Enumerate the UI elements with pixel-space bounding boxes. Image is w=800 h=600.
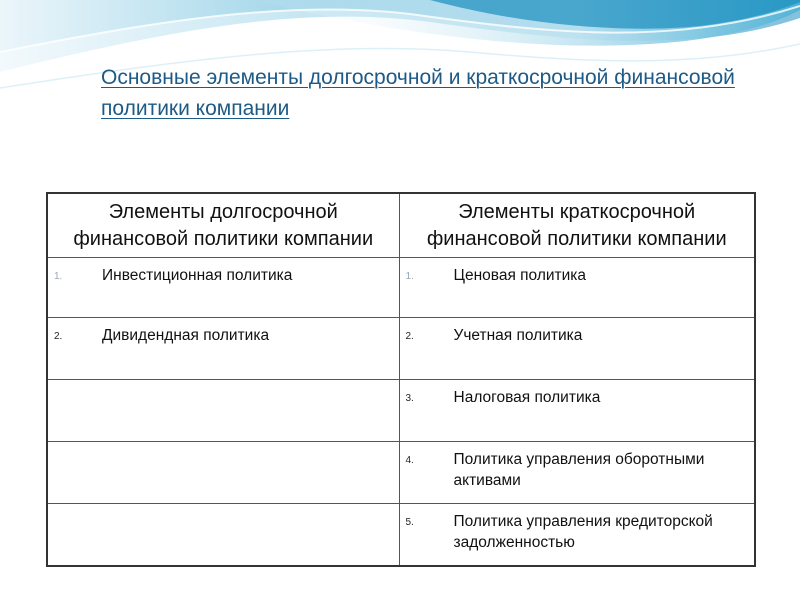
- list-item: [54, 324, 391, 347]
- short-term-cell: [399, 442, 755, 504]
- table-row: [47, 442, 755, 504]
- short-term-cell: [399, 380, 755, 442]
- short-term-cell: [399, 258, 755, 318]
- item-text: Ценовая политика: [453, 267, 587, 284]
- item-text: Политика управления кредиторской задолженностью: [453, 513, 713, 551]
- slide-title: Основные элементы долгосрочной и краткосрочной финансовой политики компании: [101, 66, 735, 120]
- long-term-cell: [47, 318, 399, 380]
- list-item: [406, 386, 747, 409]
- item-text: Политика управления оборотными активами: [453, 451, 705, 489]
- item-number: 2.: [405, 331, 414, 342]
- empty-cell: [47, 504, 399, 566]
- item-number: 2.: [54, 331, 63, 342]
- short-term-cell: [399, 318, 755, 380]
- item-text: Инвестиционная политика: [102, 267, 293, 284]
- empty-cell: [47, 380, 399, 442]
- table-row: [47, 380, 755, 442]
- table-row: [47, 318, 755, 380]
- item-number: 3.: [405, 393, 414, 404]
- list-item: [406, 510, 747, 553]
- policy-comparison-table: [46, 192, 756, 567]
- item-text: Учетная политика: [453, 327, 583, 344]
- table-header-row: [47, 193, 755, 258]
- empty-cell: [47, 442, 399, 504]
- list-item: [406, 448, 747, 491]
- list-item: [406, 264, 747, 287]
- long-term-cell: [47, 258, 399, 318]
- short-term-header: Элементы краткосрочной финансовой политики компании: [399, 193, 755, 258]
- table-row: [47, 504, 755, 566]
- item-text: Налоговая политика: [453, 389, 601, 406]
- item-number: 1.: [54, 271, 63, 282]
- item-text: Дивидендная политика: [102, 327, 270, 344]
- item-number: 4.: [405, 455, 414, 466]
- list-item: [54, 264, 391, 287]
- list-item: [406, 324, 747, 347]
- long-term-header: Элементы долгосрочной финансовой политики компании: [47, 193, 399, 258]
- item-number: 5.: [405, 517, 414, 528]
- table-row: [47, 258, 755, 318]
- short-term-cell: [399, 504, 755, 566]
- item-number: 1.: [405, 271, 414, 282]
